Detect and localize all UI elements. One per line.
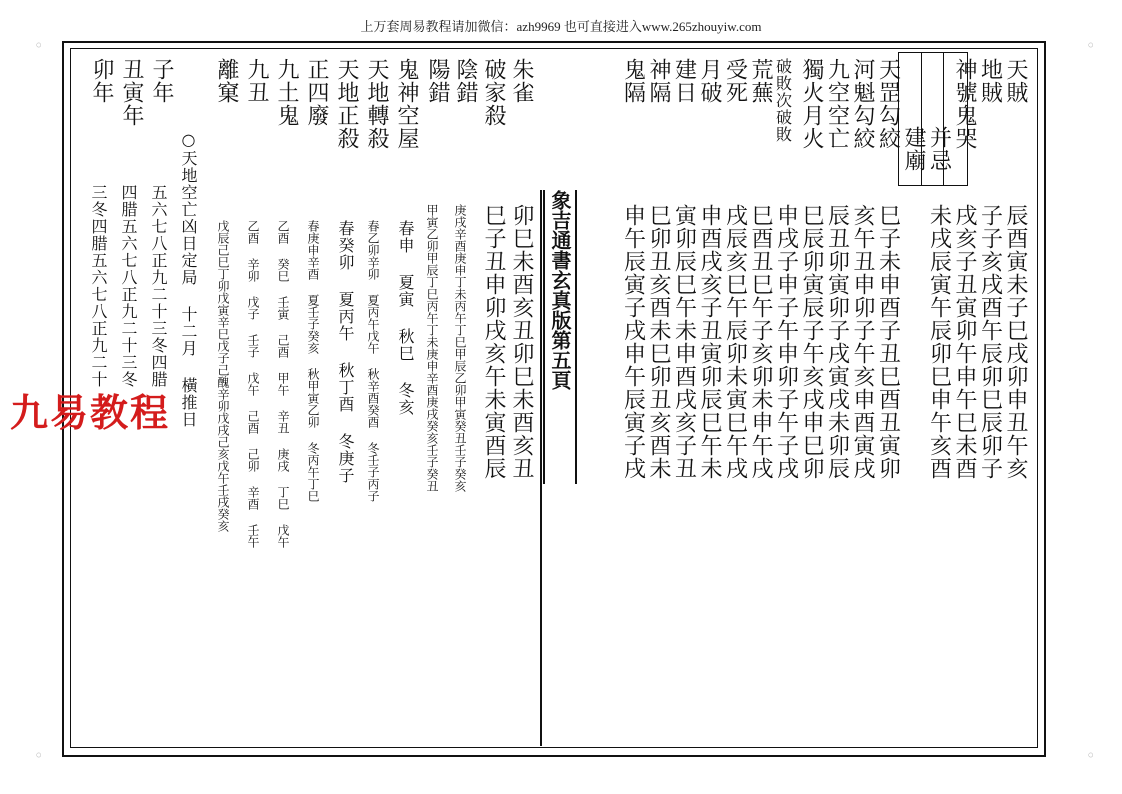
page-banner [543,190,577,484]
year-label: 卯年 [89,58,114,104]
column-values: 子子亥戌酉午辰卯巳辰卯子 [977,204,1003,480]
column-values: 巳子丑申卯戌亥午未寅酉辰 [481,204,506,480]
column-header: 九土鬼 [274,58,299,127]
column-header: 地賊 [977,58,1003,104]
banner-text: 象吉通書玄真版第五頁 [548,190,572,390]
year-label: 丑寅年 [119,58,144,127]
header-text: 上万套周易教程请加微信：azh9969 也可直接进入www.265zhouyiw.com [360,19,762,34]
year-label: 子年 [149,58,174,104]
year-values: 四腊五六七八正九二十三冬 [119,184,138,388]
column-header: 陽錯 [425,58,450,104]
column-values: 戊辰己巳丁卯戊寅辛巳戊子己醜辛卯戊戌己亥戊午壬戌癸亥 [216,220,230,532]
column-values: 春申 夏寅 秋巳 冬亥 [396,220,415,416]
column-header: 天賊 [1003,58,1028,104]
column-header: 天罡勾絞 [875,58,901,150]
column-values: 申午辰寅子戌申午辰寅子戌 [620,204,646,480]
column-header: 受死 [722,58,748,104]
column-header: 九空空亡 [824,58,850,150]
year-values: 三冬四腊五六七八正九二十 [89,184,108,388]
column-values: 辰丑卯寅卯子戌寅戌未卯辰 [824,204,850,480]
punch-hole-icon: ◦ [1086,746,1096,765]
column-header: 天地正殺 [334,58,359,150]
column-values: 乙酉 癸巳 壬寅 己酉 甲午 辛丑 庚戌 丁巳 戊午 [276,220,290,548]
column-values: 巳辰卯寅辰子午亥戌申巳卯 [799,204,824,480]
column-header: 建廟 [901,126,926,172]
column-values: 未戌辰寅午辰卯巳申午亥酉 [926,204,952,480]
column-header: 鬼隔 [620,58,646,104]
column-header: 鬼神空屋 [394,58,419,150]
column-values: 春乙卯辛卯 夏丙午戊午 秋辛酉癸酉 冬壬子丙子 [366,220,380,502]
column-values: 庚戌辛酉庚申丁未丙午丁巳甲辰乙卯甲寅癸丑壬子癸亥 [453,204,467,492]
column-header: 河魁勾絞 [850,58,875,150]
column-header: 月破 [697,58,722,104]
column-header: 并忌 [926,126,952,172]
column-values: 戌辰亥巳午辰卯未寅巳午戌 [722,204,748,480]
column-header: 神隔 [646,58,671,104]
column-values: 巳卯丑亥酉未巳卯丑亥酉未 [646,204,671,480]
column-values: 甲寅乙卯甲辰丁巳丙午丁未庚申辛酉庚戌癸亥壬子癸丑 [425,204,439,492]
column-values: 亥午丑申卯子午亥申酉寅戌 [850,204,875,480]
column-values: 春庚申辛酉 夏壬子癸亥 秋甲寅乙卯 冬丙午丁巳 [306,220,320,502]
column-values: 春癸卯 夏丙午 秋丁酉 冬庚子 [336,220,355,484]
column-values: 申戌子申子午申卯子午子戌 [773,204,799,480]
column-values: 戌亥子丑寅卯午申午巳未酉 [952,204,977,480]
column-header: 破敗次破敗 [773,58,793,143]
column-values: 卯巳未酉亥丑卯巳未酉亥丑 [509,204,534,480]
column-values: 巳子未申酉子丑巳酉丑寅卯 [875,204,901,480]
column-header: 神號鬼哭 [952,58,977,150]
watermark-text: 九易教程 [10,391,171,435]
column-header: 九丑 [244,58,269,104]
punch-hole-icon: ◦ [34,36,44,55]
column-header: 朱雀 [509,58,534,104]
section-divider [540,190,542,746]
punch-hole-icon: ◦ [34,746,44,765]
column-header: 陰錯 [453,58,478,104]
column-header: 破家殺 [481,58,506,127]
column-header: 正四廢 [304,58,329,127]
column-header: 離窠 [214,58,239,104]
column-values: 申酉戌亥子丑寅卯辰巳午未 [697,204,722,480]
column-header: 荒蕪 [748,58,773,104]
column-header: 建日 [671,58,697,104]
column-values: 巳酉丑巳午子亥卯未申午戌 [748,204,773,480]
column-header: 天地轉殺 [364,58,389,150]
column-values: 乙酉 辛卯 戊子 壬子 戊午 己酉 己卯 辛酉 壬午 [246,220,260,548]
column-values: 寅卯辰巳午未申酉戌亥子丑 [671,204,697,480]
punch-hole-icon: ◦ [1086,36,1096,55]
year-values: 五六七八正九二十三冬四腊 [149,184,168,388]
column-values: 辰酉寅未子巳戌卯申丑午亥 [1003,204,1028,480]
table-note: ○天地空亡凶日定局 十二月 橫推日 [179,130,198,428]
column-header: 獨火月火 [799,58,824,150]
